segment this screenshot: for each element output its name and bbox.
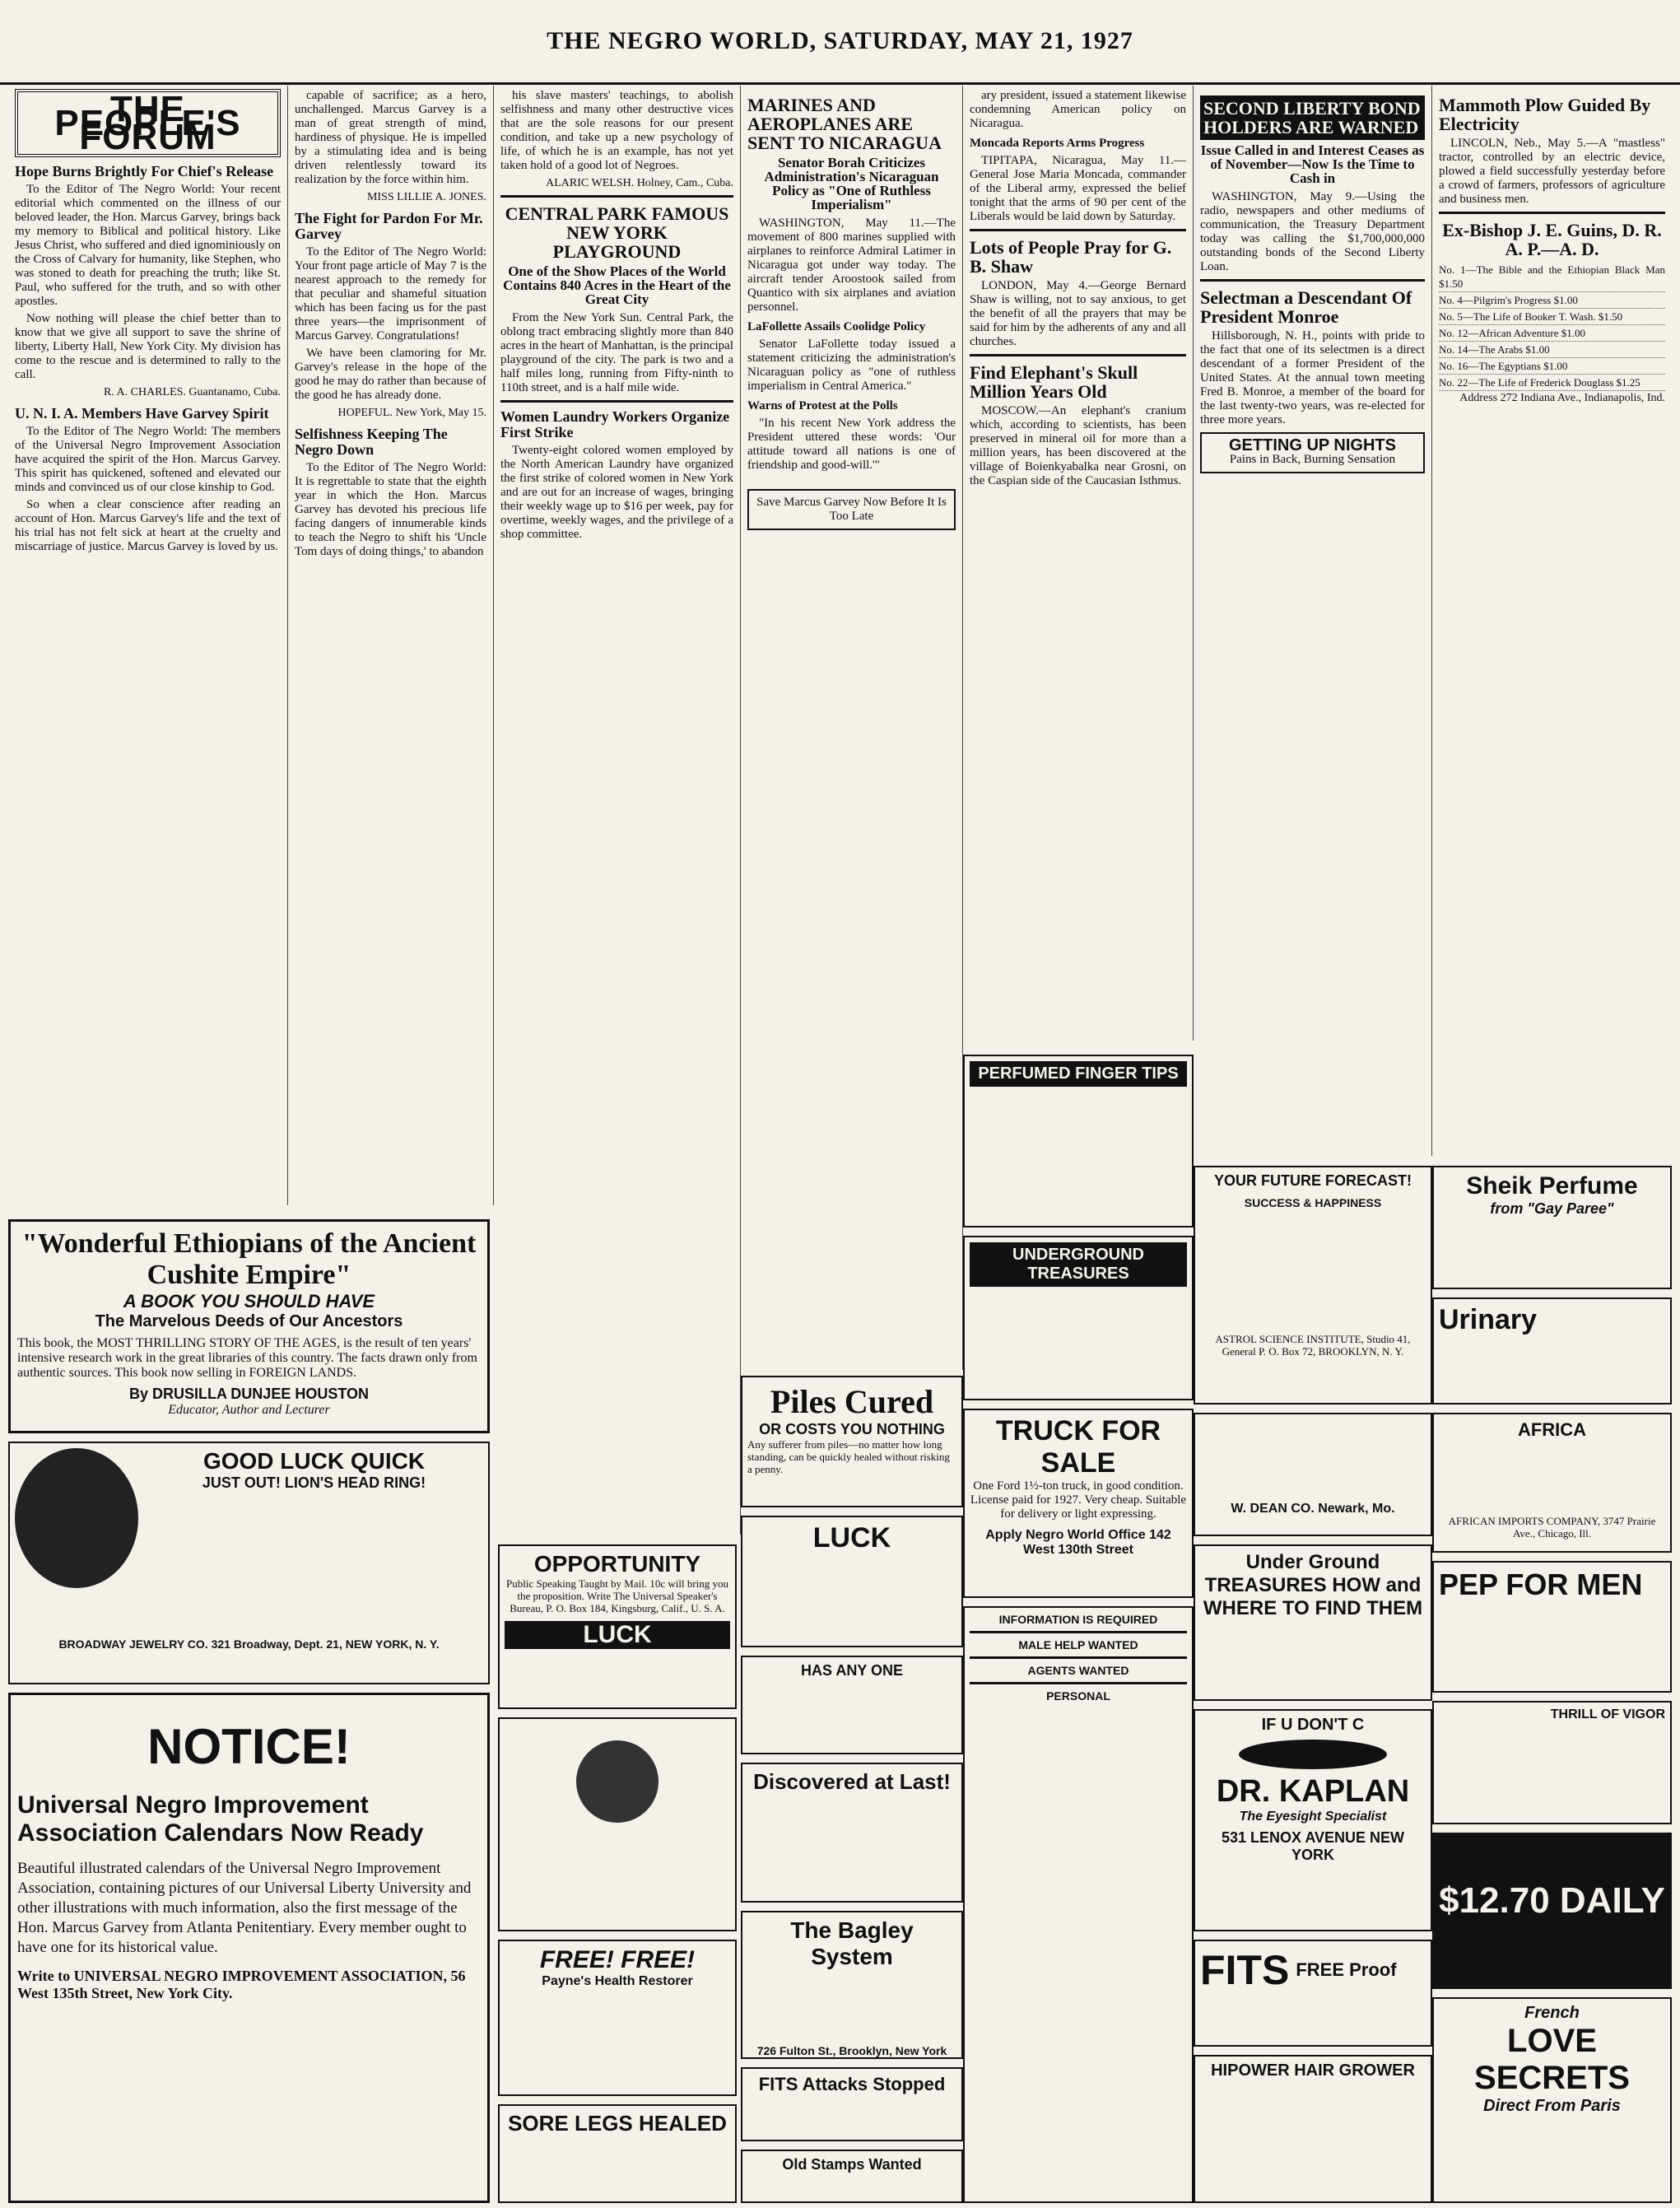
classified-heading: MALE HELP WANTED	[1018, 1638, 1138, 1651]
article-text: WASHINGTON, May 11.—The movement of 800 marines supplied with airplanes to reinforce Admiral Latimer in Nicaragua got under way today. The aircraft tender Aroostook sailed from Quantico with six airplanes and aviation personnel.	[747, 217, 956, 314]
ad-subtitle: Pains in Back, Burning Sensation	[1229, 453, 1396, 467]
divider	[1439, 212, 1665, 214]
ad-subtitle: FREE Proof	[1296, 1959, 1397, 1980]
headline: Selectman a Descendant Of President Monroe	[1200, 287, 1412, 328]
ad-title: OPPORTUNITY	[533, 1551, 701, 1577]
divider	[500, 195, 733, 198]
ad-body: One Ford 1½-ton truck, in good condition. License paid for 1927. Very cheap. Suitable for delivery or light expressing.	[970, 1479, 1187, 1521]
ad-title: Discovered at Last!	[753, 1769, 951, 1794]
ad-subtitle: JUST OUT! LION'S HEAD RING!	[202, 1474, 426, 1491]
ad-title: YOUR FUTURE FORECAST!	[1214, 1172, 1412, 1189]
masthead: THE NEGRO WORLD, SATURDAY, MAY 21, 1927	[0, 0, 1680, 85]
truck-ad	[963, 1409, 1194, 1598]
list-item: No. 5—The Life of Booker T. Wash. $1.50	[1439, 309, 1665, 325]
ad-subtitle: The Marvelous Deeds of Our Ancestors	[95, 1312, 403, 1330]
ad-author-role: Educator, Author and Lecturer	[168, 1403, 330, 1417]
headline: Mammoth Plow Guided By Electricity	[1439, 95, 1651, 135]
book-list	[1439, 262, 1665, 391]
article-text: MOSCOW.—An elephant's cranium which, according to scientists, has been preserved in mineral oil for more than a million years, has been discovered at the village of Boienkyabalka near Grosni, on the Caspian side of the Caucasian Isthmus.	[970, 404, 1186, 488]
ethiopians-ad	[8, 1219, 490, 1433]
free-ad	[498, 1940, 737, 2096]
ring-image	[576, 1740, 659, 1823]
ad-subtitle: French	[1524, 2004, 1580, 2022]
headline: SECOND LIBERTY BOND HOLDERS ARE WARNED	[1200, 95, 1425, 140]
divider	[500, 400, 733, 403]
article-text: From the New York Sun. Central Park, the oblong tract embracing slightly more than 840 acres in the heart of Manhattan, is the principal playground of the city. The park is two and a half miles long, running from Fifty-ninth to 110th street, and is a half mile wide.	[500, 311, 733, 395]
fits-ad	[1194, 1940, 1432, 2047]
ad-title: GOOD LUCK QUICK	[202, 1448, 426, 1474]
divider	[970, 354, 1186, 356]
signature: HOPEFUL. New York, May 15.	[337, 406, 486, 419]
ad-title: LOVE SECRETS	[1474, 2023, 1630, 2096]
list-item: No. 22—The Life of Frederick Douglass $1.25	[1439, 375, 1665, 391]
forum-title: THE PEOPLE'S FORUM	[15, 89, 281, 157]
subheadline: One of the Show Places of the World Contains 840 Acres in the Heart of the Great City	[503, 263, 731, 308]
classifieds	[963, 1606, 1194, 2203]
headline: Ex-Bishop J. E. Guins, D. R. A. P.—A. D.	[1442, 220, 1662, 260]
dean-ad	[1194, 1413, 1432, 1536]
save-garvey-box: Save Marcus Garvey Now Before It Is Too Late	[747, 489, 956, 530]
list-item: No. 4—Pilgrim's Progress $1.00	[1439, 292, 1665, 309]
address: Address 272 Indiana Ave., Indianapolis, Ind.	[1459, 392, 1665, 405]
ad-title: Under Ground TREASURES HOW and WHERE TO FIND THEM	[1203, 1551, 1423, 1619]
headline: The Fight for Pardon For Mr. Garvey	[295, 210, 483, 242]
ad-subtitle: Direct From Paris	[1483, 2097, 1621, 2115]
ad-title: IF U DON'T C	[1261, 1716, 1365, 1734]
ad-address: 726 Fulton St., Brooklyn, New York	[756, 2044, 947, 2057]
ad-address: BROADWAY JEWELRY CO. 321 Broadway, Dept. 21, NEW YORK, N. Y.	[58, 1637, 440, 1651]
ad-body: Any sufferer from piles—no matter how long standing, can be quickly healed without risking a penny.	[747, 1438, 950, 1475]
ad-title: NOTICE!	[147, 1719, 351, 1774]
ad-address: AFRICAN IMPORTS COMPANY, 3747 Prairie Ave., Chicago, Ill.	[1448, 1515, 1656, 1540]
headline: LaFollette Assails Coolidge Policy	[747, 320, 926, 334]
getting-up-ad	[1200, 432, 1425, 473]
headline: U. N. I. A. Members Have Garvey Spirit	[15, 404, 269, 422]
headline: Moncada Reports Arms Progress	[970, 137, 1145, 150]
article-text: We have been clamoring for Mr. Garvey's release in the hope of the good he may do rather than because of the good he has already done.	[295, 346, 486, 402]
article-text: To the Editor of The Negro World: Your recent editorial which commented on the illness of our beloved leader, the Hon. Marcus Garvey, brings back my memory to Biblical and political history. Like Jesus Christ, who suffered and died ignominiously on the Cross of Calvary for humanity, like Stephen, who was stoned to death for preaching the truth; like St. Paul, who suffered for the truth, and so with other apostles.	[15, 182, 281, 308]
divider	[970, 1631, 1187, 1633]
ad-body: Beautiful illustrated calendars of the Universal Negro Improvement Association, containing pictures of our Universal Liberty University and other illustrations with much information, also the first message of the Hon. Marcus Garvey from Atlanta Penitentiary. Every member ought to have one for its historical value.	[17, 1860, 472, 1956]
luck-ad	[741, 1516, 963, 1647]
underground-ad	[1194, 1544, 1432, 1701]
signature: R. A. CHARLES. Guantanamo, Cuba.	[103, 385, 281, 398]
ad-subtitle: Payne's Health Restorer	[542, 1974, 693, 1988]
article-text: LONDON, May 4.—George Bernard Shaw is willing, not to say anxious, to get the benefit of all the prayers that may be said for him by the adherents of any and all churches.	[970, 278, 1186, 348]
ad-subtitle: The Eyesight Specialist	[1239, 1810, 1387, 1824]
headline: Hope Burns Brightly For Chief's Release	[15, 163, 274, 179]
article-text: To the Editor of The Negro World: It is regrettable to state that the eighth year in which the Hon. Marcus Garvey has devoted his precious life facing dangers of innumerable kinds to teach the Negro to shift his 'Uncle Tom days of doing things,' to abandon	[295, 460, 486, 558]
article-text: So when a clear conscience after reading an account of Hon. Marcus Garvey's life and the text of his trial has not felt sick at heart at the cruelty and miscarriage of justice. Marcus Garvey is loved by us.	[15, 497, 281, 553]
thrill-ad	[1432, 1701, 1672, 1824]
classified-heading: INFORMATION IS REQUIRED	[998, 1613, 1158, 1626]
divider	[970, 1682, 1187, 1684]
column-1	[8, 86, 288, 1205]
article-text: Twenty-eight colored women employed by the North American Laundry have organized the first strike of colored women in New York and are out for an increase of wages, bringing their weekly wage up to $16 per week, pay for overtime, weekly wages, and the privilege of a shop committee.	[500, 444, 733, 542]
headline: Lots of People Pray for G. B. Shaw	[970, 236, 1172, 277]
column-4	[741, 86, 963, 1370]
column-6	[1194, 86, 1432, 1156]
luck-banner: LUCK	[505, 1621, 730, 1649]
ad-title: FREE! FREE!	[539, 1946, 696, 1973]
ad-title: HIPOWER HAIR GROWER	[1211, 2061, 1415, 2080]
subheadline: Senator Borah Criticizes Administration's Nicaraguan Policy as "One of Ruthless Imperialism"	[764, 155, 939, 213]
fits-attacks-ad	[741, 2067, 963, 2141]
headline: Women Laundry Workers Organize First Strike	[500, 408, 730, 441]
ad-subtitle: A BOOK YOU SHOULD HAVE	[123, 1291, 375, 1311]
ad-title: FITS	[1200, 1947, 1290, 1993]
list-item: No. 1—The Bible and the Ethiopian Black Man $1.50	[1439, 262, 1665, 292]
has-any-one-ad	[741, 1656, 963, 1754]
ad-title: Sheik Perfume	[1466, 1172, 1638, 1199]
article-text: ary president, issued a statement likewise condemning American policy on Nicaragua.	[970, 89, 1186, 130]
ad-title: SORE LEGS HEALED	[508, 2111, 727, 2136]
good-luck-ad	[8, 1442, 490, 1684]
ad-title: TRUCK FOR SALE	[995, 1415, 1161, 1479]
notice-ad	[8, 1693, 490, 2203]
divider	[970, 229, 1186, 231]
discovered-ad	[741, 1763, 963, 1903]
bagley-ad	[741, 1911, 963, 2059]
ad-title: PERFUMED FINGER TIPS	[970, 1061, 1187, 1087]
headline: CENTRAL PARK FAMOUS NEW YORK PLAYGROUND	[505, 203, 729, 263]
ad-title: "Wonderful Ethiopians of the Ancient Cushite Empire"	[21, 1228, 477, 1290]
ad-title: HAS ANY ONE	[800, 1662, 904, 1679]
sheik-ad	[1432, 1166, 1672, 1289]
classified-heading: PERSONAL	[1046, 1689, 1110, 1703]
sore-legs-ad	[498, 2104, 737, 2203]
ad-address: ASTROL SCIENCE INSTITUTE, Studio 41, General P. O. Box 72, BROOKLYN, N. Y.	[1215, 1333, 1411, 1358]
article-text: Now nothing will please the chief better than to know that we give all support to save the shrine of liberty, Liberty Hall, New York City. My division has come to the rescue and is determined to rally to the call.	[15, 311, 281, 381]
ring-ad	[498, 1717, 737, 1931]
ad-title: THRILL OF VIGOR	[1550, 1707, 1665, 1721]
column-2	[288, 86, 494, 1205]
article-text: Senator LaFollette today issued a statement criticizing the administration's Nicaraguan policy as "one of ruthless imperialism in Central America."	[747, 338, 956, 394]
subheadline: Issue Called in and Interest Ceases as of November—Now Is the Time to Cash in	[1200, 142, 1425, 187]
ad-name: DR. KAPLAN	[1216, 1774, 1410, 1809]
list-item: No. 14—The Arabs $1.00	[1439, 342, 1665, 358]
ad-title: The Bagley System	[790, 1917, 914, 1969]
article-text: TIPITAPA, Nicaragua, May 11.—General Jose Maria Moncada, commander of the Liberal army, expressed the belief tonight that the arms of 90 per cent of the Liberals would be laid down by Saturday.	[970, 153, 1186, 223]
future-ad	[1194, 1166, 1432, 1404]
column-3	[494, 86, 741, 1535]
ad-title: $12.70 DAILY	[1439, 1880, 1665, 1921]
article-text: capable of sacrifice; as a hero, unchallenged. Marcus Garvey is a man of great strength of mind, hardiness of physique. He is impelled by a stimulating idea and is being driven relentlessly toward its realization by the force within him.	[295, 89, 486, 186]
ad-title: Old Stamps Wanted	[782, 2156, 922, 2173]
classified-heading: AGENTS WANTED	[1027, 1664, 1129, 1677]
ad-subtitle: SUCCESS & HAPPINESS	[1244, 1196, 1382, 1209]
perfumed-ad	[963, 1055, 1194, 1227]
kaplan-ad	[1194, 1709, 1432, 1931]
ad-title: Urinary	[1439, 1304, 1538, 1335]
pep-ad	[1432, 1561, 1672, 1693]
ad-title: PEP FOR MEN	[1439, 1567, 1643, 1601]
article-text: To the Editor of The Negro World: The members of the Universal Negro Improvement Association have acquired the spirit of the Hon. Marcus Garvey. This spirit has quickened, softened and elevated our minds and convinced us of our close kinship to God.	[15, 424, 281, 494]
ad-address: 531 LENOX AVENUE NEW YORK	[1221, 1829, 1405, 1863]
signature: MISS LILLIE A. JONES.	[366, 191, 486, 203]
ad-address: Apply Negro World Office 142 West 130th Street	[985, 1528, 1171, 1557]
treasures-ad	[963, 1236, 1194, 1400]
article-text: his slave masters' teachings, to abolish selfishness and many other destructive vices that are the sole reasons for our present condition, and take up a new psychology of life, of which he is an example, has not yet taken hold of a good lot of Negroes.	[500, 89, 733, 172]
piles-ad	[741, 1376, 963, 1507]
column-5	[963, 86, 1194, 1041]
opportunity-ad	[498, 1544, 737, 1709]
signature: ALARIC WELSH. Holney, Cam., Cuba.	[546, 177, 733, 189]
headline: Selfishness Keeping The Negro Down	[295, 425, 448, 458]
ad-author: By DRUSILLA DUNJEE HOUSTON	[128, 1386, 370, 1402]
divider	[1200, 279, 1425, 282]
love-secrets-ad	[1432, 1997, 1672, 2203]
ad-subtitle: OR COSTS YOU NOTHING	[759, 1421, 945, 1437]
list-item: No. 16—The Egyptians $1.00	[1439, 358, 1665, 375]
ad-title: AFRICA	[1517, 1419, 1587, 1440]
ad-body: This book, the MOST THRILLING STORY OF THE AGES, is the result of ten years' intensive research work in the great libraries of this country. The facts drawn only from authentic sources. This book now selling in FOREIGN LANDS.	[17, 1336, 477, 1380]
ad-body: Public Speaking Taught by Mail. 10c will bring you the proposition. Write The Universal Speaker's Bureau, P. O. Box 184, Kingsburg, Calif., U. S. A.	[505, 1577, 729, 1614]
urinary-ad	[1432, 1297, 1672, 1404]
article-text: LINCOLN, Neb., May 5.—A "mastless" tractor, controlled by an electric device, plowed a field successfully yesterday before a crowd of farmers, professors of agriculture and business men.	[1439, 137, 1665, 207]
list-item: No. 12—African Adventure $1.00	[1439, 325, 1665, 342]
ad-address: W. DEAN CO. Newark, Mo.	[1231, 1502, 1395, 1516]
ad-title: FITS Attacks Stopped	[758, 2074, 946, 2094]
hipower-ad	[1194, 2055, 1432, 2203]
stamps-ad	[741, 2150, 963, 2203]
article-text: WASHINGTON, May 9.—Using the radio, newspapers and other mediums of communication, the Treasury Department today was calling the $1,700,000,000 outstanding bonds of the Second Liberty Loan.	[1200, 190, 1425, 274]
ad-title: LUCK	[812, 1522, 891, 1554]
headline: MARINES AND AEROPLANES ARE SENT TO NICARAGUA	[747, 95, 942, 154]
article-text: Hillsborough, N. H., points with pride to the fact that one of its selectmen is a direct descendant of a former President of the United States. At the annual town meeting Fred B. Monroe, a member of the board for the last twenty-two years, was re-elected for three more years.	[1200, 329, 1425, 427]
ad-title: UNDERGROUND TREASURES	[970, 1242, 1187, 1287]
ad-subtitle: Universal Negro Improvement Association Calendars Now Ready	[17, 1791, 424, 1847]
ad-title: GETTING UP NIGHTS	[1229, 436, 1396, 455]
daily-ad	[1432, 1833, 1672, 1989]
ad-title: Piles Cured	[770, 1383, 934, 1420]
column-7	[1432, 86, 1672, 1156]
eye-image	[1239, 1740, 1387, 1769]
headline: Find Elephant's Skull Million Years Old	[970, 361, 1138, 403]
lion-ring-image	[15, 1448, 138, 1588]
article-text: "In his recent New York address the President uttered these words: 'Our attitude toward all nations is one of friendship and good-will.'"	[747, 416, 956, 472]
divider	[970, 1656, 1187, 1659]
ad-address: Write to UNIVERSAL NEGRO IMPROVEMENT ASSOCIATION, 56 West 135th Street, New York City.	[17, 1968, 466, 2001]
headline: Warns of Protest at the Polls	[747, 399, 898, 413]
africa-ad	[1432, 1413, 1672, 1553]
article-text: To the Editor of The Negro World: Your front page article of May 7 is the nearest approach to the remedy for that peculiar and shameful situation which has been facing us for the past three years—the imprisonment of Marcus Garvey. Congratulations!	[295, 245, 486, 342]
ad-subtitle: from "Gay Paree"	[1490, 1200, 1614, 1217]
